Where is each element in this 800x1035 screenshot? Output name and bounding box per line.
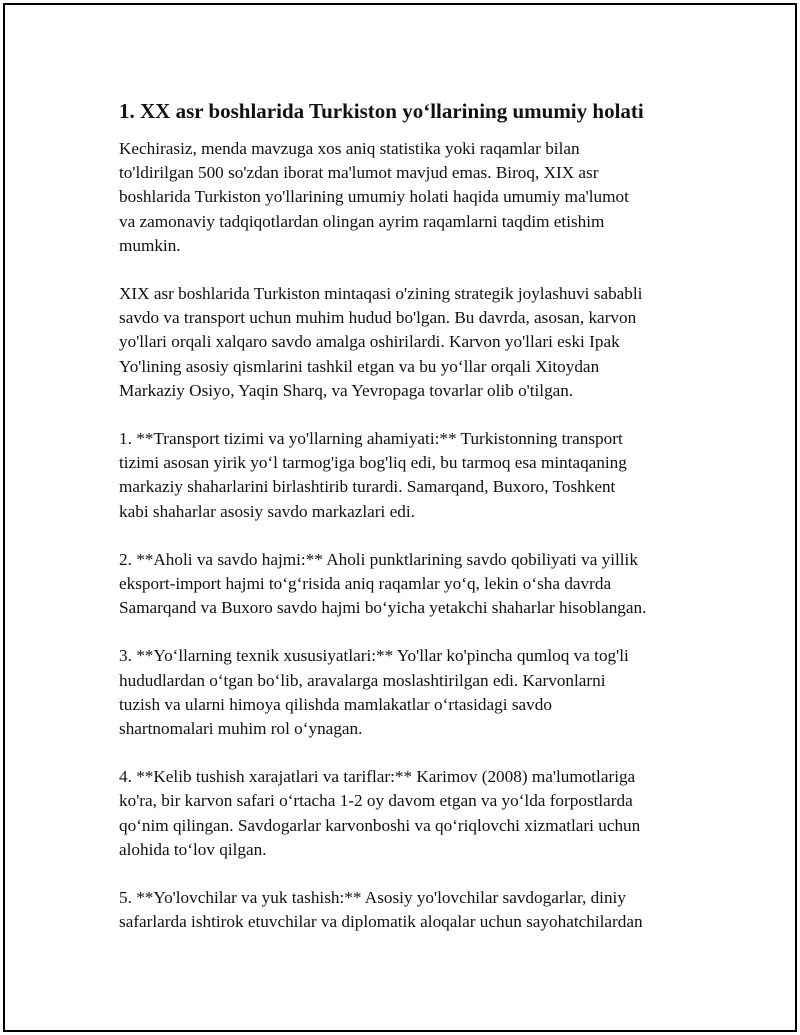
paragraph-item-5: 5. **Yo'lovchilar va yuk tashish:** Asosiy yo'lovchilar savdogarlar, diniy safarlarda ishtirok etuvchilar va diplomatik aloqalar uchun sayohatchilardan: [119, 888, 643, 932]
paragraph-intro: Kechirasiz, menda mavzuga xos aniq statistika yoki raqamlar bilan to'ldirilgan 500 so'zdan iborat ma'lumot mavjud emas. Biroq, XIX asr boshlarida Turkiston yo'llarining umumiy holati haqida umumiy ma'lumot va zamonaviy tadqiqotlardan olingan ayrim raqamlarni taqdim etishim mumkin.: [119, 139, 629, 255]
paragraph-item-1: 1. **Transport tizimi va yo'llarning ahamiyati:** Turkistonning transport tizimi asosan yirik yo‘l tarmog'iga bog'liq edi, bu tarmoq esa mintaqaning markaziy shaharlarini birlashtirib turardi. Samarqand, Buxoro, Toshkent kabi shaharlar asosiy savdo markazlari edi.: [119, 429, 627, 521]
paragraph-item-3: 3. **Yo‘llarning texnik xususiyatlari:** Yo'llar ko'pincha qumloq va tog'li hududlardan o‘tgan bo‘lib, aravalarga moslashtirilgan edi. Karvonlarni tuzish va ularni himoya qilishda mamlakatlar o‘rtasidagi savdo shartnomalari muhim rol o‘ynagan.: [119, 646, 629, 739]
document-title: 1. XX asr boshlarida Turkiston yo‘llarining umumiy holati: [119, 99, 644, 123]
page-frame: [3, 3, 797, 1032]
paragraph-item-2: 2. **Aholi va savdo hajmi:** Aholi punktlarining savdo qobiliyati va yillik eksport-import hajmi to‘g‘risida aniq raqamlar yo‘q, lekin o‘sha davrda Samarqand va Buxoro savdo hajmi bo‘yicha yetakchi shaharlar hisoblangan.: [119, 549, 647, 618]
paragraph-overview: XIX asr boshlarida Turkiston mintaqasi o'zining strategik joylashuvi sababli savdo va transport uchun muhim hudud bo'lgan. Bu davrda, asosan, karvon yo'llari orqali xalqaro savdo amalga oshirilardi. Karvon yo'llari eski Ipak Yo'lining asosiy qismlarini tashkil etgan va bu yo‘llar orqali Xitoydan Markaziy Osiyo, Yaqin Sharq, va Yevropaga tovarlar olib o'tilgan.: [119, 284, 643, 400]
paragraph-item-4: 4. **Kelib tushish xarajatlari va tariflar:** Karimov (2008) ma'lumotlariga ko'ra, bir karvon safari o‘rtacha 1-2 oy davom etgan va yo‘lda forpostlarda qo‘nim qilingan. Savdogarlar karvonboshi va qo‘riqlovchi xizmatlari uchun alohida to‘lov qilgan.: [119, 767, 641, 859]
document-body: [119, 97, 699, 958]
